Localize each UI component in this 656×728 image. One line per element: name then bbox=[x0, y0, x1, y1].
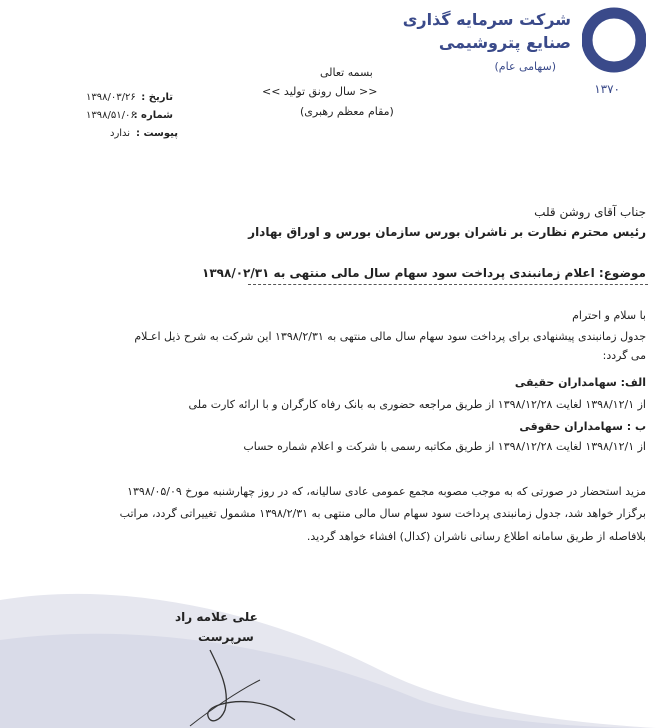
recipient-name: جناب آقای روشن قلب bbox=[534, 205, 646, 219]
section-a-title: الف: سهامداران حقیقی bbox=[514, 376, 646, 389]
company-name-line1: شرکت سرمایه گذاری bbox=[402, 10, 571, 29]
letter-subject: موضوع: اعلام زمانبندی پرداخت سود سهام سال مالی منتهی به ۱۳۹۸/۰۲/۳۱ bbox=[202, 266, 646, 280]
subject-underline bbox=[248, 284, 648, 285]
signer-name: علی علامه راد bbox=[175, 610, 258, 624]
handwritten-signature bbox=[150, 640, 300, 728]
section-b-text: از ۱۳۹۸/۱۲/۱ لغایت ۱۳۹۸/۱۲/۲۸ از طریق مکاتبه رسمی با شرکت و اعلام شماره حساب bbox=[243, 440, 646, 453]
signer-title: سرپرست bbox=[198, 630, 254, 644]
number-value: ۱۳۹۸/۵۱/۰۶ bbox=[86, 110, 136, 121]
recipient-title: رئیس محترم نظارت بر ناشران بورس سازمان بورس و اوراق بهادار bbox=[248, 225, 646, 239]
paragraph-2-line-1: مزید استحضار در صورتی که به موجب مصوبه مجمع عمومی عادی سالیانه، که در روز چهارشنبه مورخ ۱۳۹۸/۰۵/۰۹ bbox=[127, 485, 646, 498]
section-a-text: از ۱۳۹۸/۱۲/۱ لغایت ۱۳۹۸/۱۲/۲۸ از طریق مراجعه حضوری به بانک رفاه کارگران و با ارائه کارت ملی bbox=[188, 398, 646, 411]
attachment-value: ندارد bbox=[110, 128, 131, 139]
attachment-label: پیوست : bbox=[135, 128, 178, 139]
number-label: شماره : bbox=[133, 110, 173, 121]
company-name-line2: صنایع پتروشیمی bbox=[438, 33, 571, 52]
date-value: ۱۳۹۸/۰۳/۲۶ bbox=[86, 92, 136, 103]
year-slogan: << سال رونق تولید >> bbox=[262, 85, 378, 98]
company-type: (سهامی عام) bbox=[494, 60, 556, 73]
paragraph-2-line-2: برگزار خواهد شد، جدول زمانبندی پرداخت سود سهام سال مالی منتهی به ۱۳۹۸/۲/۳۱ مشمول تغییراتی گردد، مراتب bbox=[119, 507, 646, 520]
paragraph-2-line-3: بلافاصله از طریق سامانه اطلاع رسانی ناشران (کدال) افشاء خواهد گردید. bbox=[306, 530, 646, 543]
company-logo-icon bbox=[582, 4, 646, 80]
greeting: با سلام و احترام bbox=[572, 309, 646, 322]
paragraph-1-line-2: می گردد: bbox=[602, 349, 646, 362]
section-b-title: ب : سهامداران حقوقی bbox=[519, 420, 646, 433]
slogan-attribution: (مقام معظم رهبری) bbox=[300, 105, 394, 118]
paragraph-1-line-1: جدول زمانبندی پیشنهادی برای پرداخت سود سهام سال مالی منتهی به ۱۳۹۸/۲/۳۱ این شرکت به شرح ذیل اعـلام bbox=[134, 330, 646, 343]
date-label: تاریخ : bbox=[141, 92, 173, 103]
basmala: بسمه تعالی bbox=[320, 66, 373, 79]
watermark-swoosh bbox=[0, 580, 656, 728]
established-year: ۱۳۷۰ bbox=[594, 82, 620, 96]
